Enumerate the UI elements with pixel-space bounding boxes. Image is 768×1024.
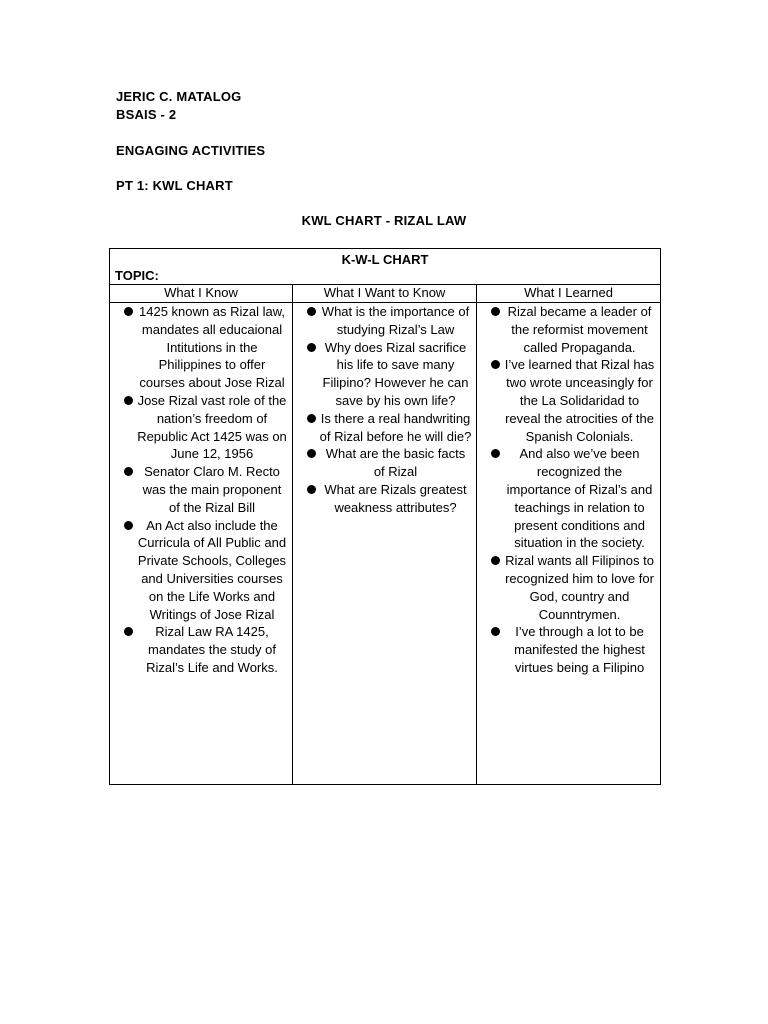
- bullet-icon: [307, 485, 316, 494]
- topic-label: TOPIC:: [115, 268, 159, 283]
- learned-list: [477, 303, 660, 677]
- bullet-icon: [491, 627, 500, 636]
- activity-heading: ENGAGING ACTIVITIES: [116, 143, 266, 158]
- student-name: JERIC C. MATALOG: [116, 89, 242, 104]
- list-item: [293, 410, 476, 446]
- list-item: [477, 356, 660, 445]
- bullet-icon: [307, 343, 316, 352]
- list-item-text: Rizal became a leader of the reformist movement called Propaganda.: [507, 304, 652, 355]
- list-item-text: Is there a real handwriting of Rizal before he will die?: [319, 410, 472, 444]
- bullet-icon: [307, 307, 316, 316]
- column-body-want-to-know: [293, 303, 477, 785]
- bullet-icon: [124, 307, 133, 316]
- list-item: [477, 445, 660, 552]
- bullet-icon: [124, 627, 133, 636]
- list-item-text: I’ve through a lot to be manifested the highest virtues being a Filipino: [514, 624, 645, 675]
- chart-label: K-W-L CHART: [341, 252, 429, 267]
- list-item: [110, 303, 292, 392]
- list-item: [110, 463, 292, 516]
- list-item: [293, 481, 476, 517]
- column-header-want-to-know: What I Want to Know: [293, 285, 477, 303]
- list-item: [293, 445, 476, 481]
- chart-header-cell: [110, 249, 661, 285]
- list-item-text: What are the basic facts of Rizal: [325, 446, 466, 480]
- bullet-icon: [491, 360, 500, 369]
- bullet-icon: [491, 556, 500, 565]
- list-item: [110, 517, 292, 624]
- list-item: [477, 623, 660, 676]
- list-item: [110, 623, 292, 676]
- list-item-text: Senator Claro M. Recto was the main proponent of the Rizal Bill: [142, 464, 282, 515]
- list-item-text: Rizal wants all Filipinos to recognized him to love for God, country and Counntrymen.: [505, 553, 654, 622]
- want-to-know-list: [293, 303, 476, 517]
- list-item: [477, 552, 660, 623]
- list-item-text: I’ve learned that Rizal has two wrote unceasingly for the La Solidaridad to reveal the atrocities of the Spanish Colonials.: [504, 357, 655, 444]
- column-body-learned: [477, 303, 661, 785]
- list-item-text: Jose Rizal vast role of the nation’s freedom of Republic Act 1425 was on June 12, 1956: [137, 392, 287, 462]
- bullet-icon: [307, 414, 316, 423]
- bullet-icon: [491, 449, 500, 458]
- kwl-chart-table: [109, 248, 661, 785]
- list-item-text: 1425 known as Rizal law, mandates all educaional Intitutions in the Philippines to offer courses about Jose Rizal: [139, 304, 285, 391]
- list-item: [477, 303, 660, 356]
- list-item-text: Why does Rizal sacrifice his life to save many Filipino? However he can save by his own life?: [322, 339, 469, 408]
- bullet-icon: [124, 396, 133, 405]
- list-item: [110, 392, 292, 463]
- column-header-learned: What I Learned: [477, 285, 661, 303]
- list-item: [293, 339, 476, 410]
- bullet-icon: [124, 521, 133, 530]
- student-section: BSAIS - 2: [116, 107, 177, 122]
- list-item: [293, 303, 476, 339]
- list-item-text: What is the importance of studying Rizal’s Law: [321, 304, 470, 337]
- column-header-know: What I Know: [110, 285, 293, 303]
- part-heading: PT 1: KWL CHART: [116, 178, 233, 193]
- list-item-text: And also we’ve been recognized the importance of Rizal’s and teachings in relation to present conditions and situation in the society.: [506, 446, 653, 551]
- bullet-icon: [491, 307, 500, 316]
- list-item-text: Rizal Law RA 1425, mandates the study of Rizal’s Life and Works.: [146, 624, 278, 675]
- column-body-know: [110, 303, 293, 785]
- bullet-icon: [124, 467, 133, 476]
- know-list: [110, 303, 292, 677]
- list-item-text: An Act also include the Curricula of All Public and Private Schools, Colleges and Universities courses on the Life Works and Writings of Jose Rizal: [137, 517, 287, 622]
- list-item-text: What are Rizals greatest weakness attributes?: [324, 481, 467, 515]
- document-title: KWL CHART - RIZAL LAW: [301, 213, 467, 228]
- bullet-icon: [307, 449, 316, 458]
